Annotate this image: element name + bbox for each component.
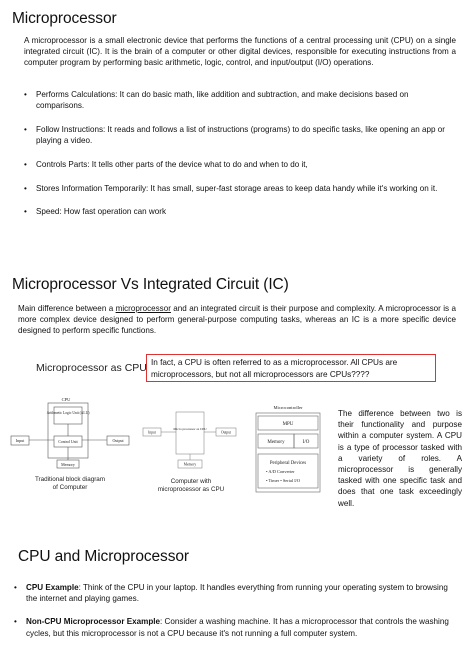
- input-label: Input: [148, 430, 156, 435]
- list-item: • Follow Instructions: It reads and follows a list of instructions (programs) to do specific tasks, like opening an app or playing a video.: [24, 124, 454, 146]
- bullet-text: : Think of the CPU in your laptop. It handles everything from running your operating system to browsing the internet and playing games.: [26, 583, 448, 604]
- traditional-block-diagram: [8, 394, 134, 472]
- section-title-vs-ic: Microprocessor Vs Integrated Circuit (IC): [12, 276, 289, 293]
- io-label: I/O: [302, 440, 310, 445]
- microcontroller-diagram: [250, 402, 334, 494]
- feature-list: [24, 89, 454, 230]
- bullet-text: : Consider a washing machine. It has a microprocessor that controls the washing cycles, but this microprocessor is not a CPU because it's not running a full computer system.: [26, 617, 449, 638]
- memory-label: Memory: [267, 440, 285, 445]
- difference-text: The difference between two is their functionality and purpose within a computer system. A CPU is a type of processor tasked with a variety of roles. A microprocessor is generally tasked with one specific task and does that one task exceedingly well.: [338, 409, 462, 508]
- list-item: • Controls Parts: It tells other parts of the device what to do and when to do it,: [24, 159, 454, 170]
- list-item: • Speed: How fast operation can work: [24, 206, 454, 217]
- section-title-microprocessor: Microprocessor: [12, 10, 117, 27]
- list-item: • Stores Information Temporarily: It has small, super-fast storage areas to keep data handy while it's working on it.: [24, 183, 454, 194]
- comparison-paragraph: [18, 303, 456, 337]
- list-item: [14, 582, 460, 604]
- bullet-label: CPU Example: [26, 583, 79, 592]
- example-list: [14, 582, 460, 651]
- paragraph-text: and an integrated circuit is their purpose and complexity. A microprocessor is a more complex device designed to perform general-purpose computing tasks, whereas an IC is a more specific device designed to perform specific functions.: [18, 304, 456, 336]
- paragraph-text: Main difference between a: [18, 304, 116, 313]
- intro-paragraph: A microprocessor is a small electronic device that performs the functions of a central processing unit (CPU) on a single integrated circuit (IC). It is the brain of a computer or other digital devices, responsible for executing instructions from a computer program by performing basic arithmetic, logic, control, and input/output (I/O) operations.: [24, 36, 456, 68]
- input-label: Input: [15, 438, 25, 443]
- memory-label: Memory: [183, 462, 197, 467]
- alu-label: Arithmetic Logic Unit (ALU): [46, 411, 90, 415]
- peripheral-item: • A/D Converter: [266, 469, 295, 474]
- output-label: Output: [221, 430, 231, 435]
- alu-box: [54, 407, 82, 424]
- peripheral-label: Peripheral Devices: [269, 461, 307, 466]
- microprocessor-link[interactable]: microprocessor: [115, 304, 171, 313]
- diagram1-caption: Traditional block diagram of Computer: [34, 476, 106, 491]
- callout-box: In fact, a CPU is often referred to as a microprocessor. All CPUs are microprocessors, but not all microprocessors are CPUs????: [146, 354, 436, 382]
- list-item: • Performs Calculations: It can do basic math, like addition and subtraction, and make decisions based on comparisons.: [24, 89, 454, 111]
- peripheral-item: • Timer • Serial I/O: [266, 478, 301, 483]
- diagram2-caption: Computer with microprocessor as CPU: [157, 478, 225, 493]
- microprocessor-cpu-diagram: [140, 404, 240, 476]
- microcontroller-title: Microcontroller: [273, 405, 303, 410]
- bullet-label: Non-CPU Microprocessor Example: [26, 617, 161, 627]
- micro-label: Micro processor as CPU: [173, 427, 207, 431]
- mpu-label: MPU: [282, 422, 294, 427]
- control-unit-label: Control Unit: [58, 440, 78, 444]
- output-label: Output: [112, 438, 124, 443]
- figure-title: Microprocessor as CPU: [36, 362, 147, 374]
- section-title-cpu-microprocessor: CPU and Microprocessor: [18, 548, 189, 565]
- list-item: [14, 616, 460, 638]
- cpu-label: CPU: [61, 397, 71, 402]
- memory-label: Memory: [61, 462, 75, 467]
- micro-box: [176, 412, 204, 454]
